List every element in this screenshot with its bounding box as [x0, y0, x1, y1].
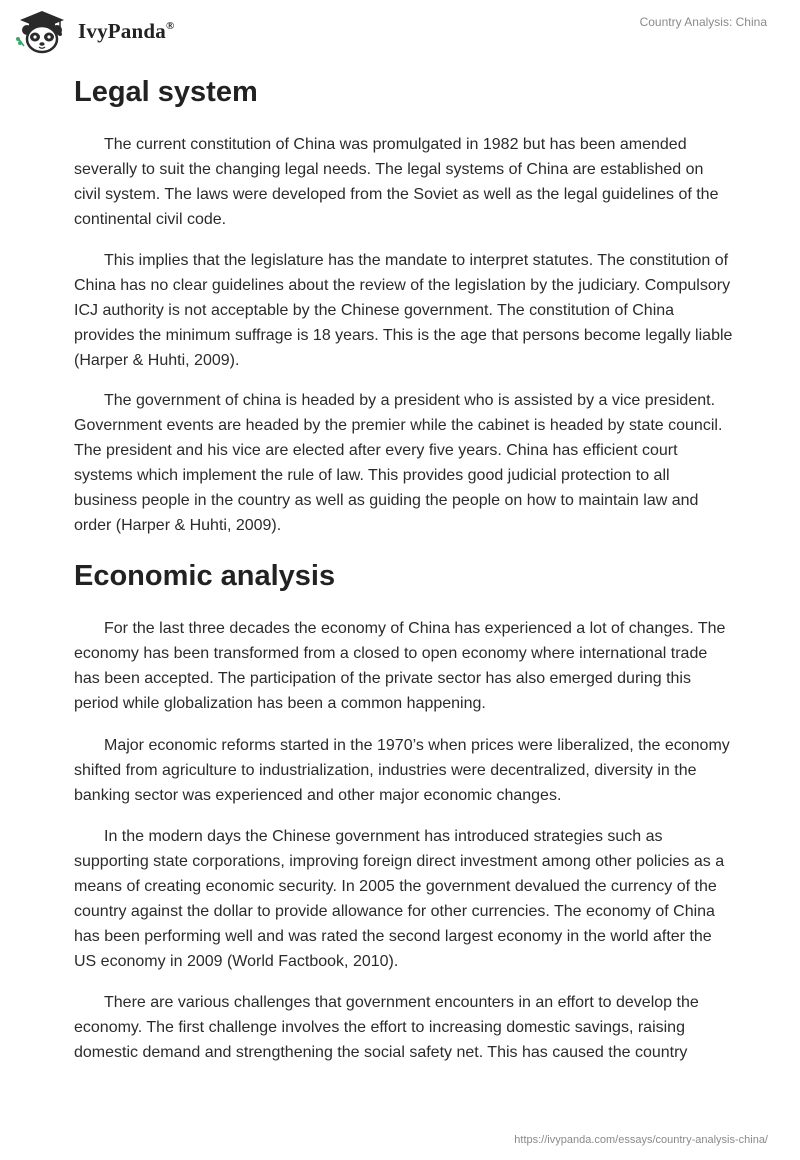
document-title: Country Analysis: China	[639, 15, 767, 29]
section-heading-economic-analysis: Economic analysis	[74, 560, 336, 592]
paragraph: For the last three decades the economy of China has experienced a lot of changes. The economy has been transformed from a closed to open economy where international trade has been accepted. The participation of the private sector has also emerged during this period while globalization has been a common happening.	[74, 620, 726, 712]
paragraph: The government of china is headed by a president who is assisted by a vice president. Government events are headed by the premier while the cabinet is headed by state council. The president and his vice are elected after every five years. China has efficient court systems which implement the rule of law. This provides good judicial protection to all business people in the country as well as guiding the people on how to maintain law and order (Harper & Huhti, 2009).	[74, 392, 723, 534]
paragraph: In the modern days the Chinese government has introduced strategies such as supporting state corporations, improving foreign direct investment among other policies as a means of creating economic security. In 2005 the government devalued the currency of the country against the dollar to provide allowance for other currencies. The economy of China has been performing well and was rated the second largest economy in the world after the US economy in 2009 (World Factbook, 2010).	[74, 828, 725, 970]
page-header	[0, 0, 800, 60]
footer-url-link[interactable]: https://ivypanda.com/essays/country-analysis-china/	[514, 1134, 768, 1146]
paragraph: The current constitution of China was promulgated in 1982 but has been amended severally to suit the changing legal needs. The legal systems of China are established on civil system. The laws were developed from the Soviet as well as the legal guidelines of the continental civil code.	[74, 136, 719, 228]
paragraph: Major economic reforms started in the 1970’s when prices were liberalized, the economy shifted from agriculture to industrialization, industries were decentralized, diversity in the banking sector was experienced and other major economic changes.	[74, 737, 730, 804]
section-heading-legal-system: Legal system	[74, 76, 258, 108]
panda-graduate-icon	[14, 8, 70, 54]
brand-name: IvyPanda®	[78, 18, 175, 43]
paragraph: There are various challenges that government encounters in an effort to develop the economy. The first challenge involves the effort to increasing domestic savings, raising domestic demand and strengthening the social safety net. This has caused the country	[74, 994, 699, 1061]
brand-logo[interactable]	[14, 8, 174, 54]
paragraph: This implies that the legislature has the mandate to interpret statutes. The constitution of China has no clear guidelines about the review of the legislation by the judiciary. Compulsory ICJ authority is not acceptable by the Chinese government. The constitution of China provides the minimum suffrage is 18 years. This is the age that persons become legally liable (Harper & Huhti, 2009).	[74, 252, 733, 369]
